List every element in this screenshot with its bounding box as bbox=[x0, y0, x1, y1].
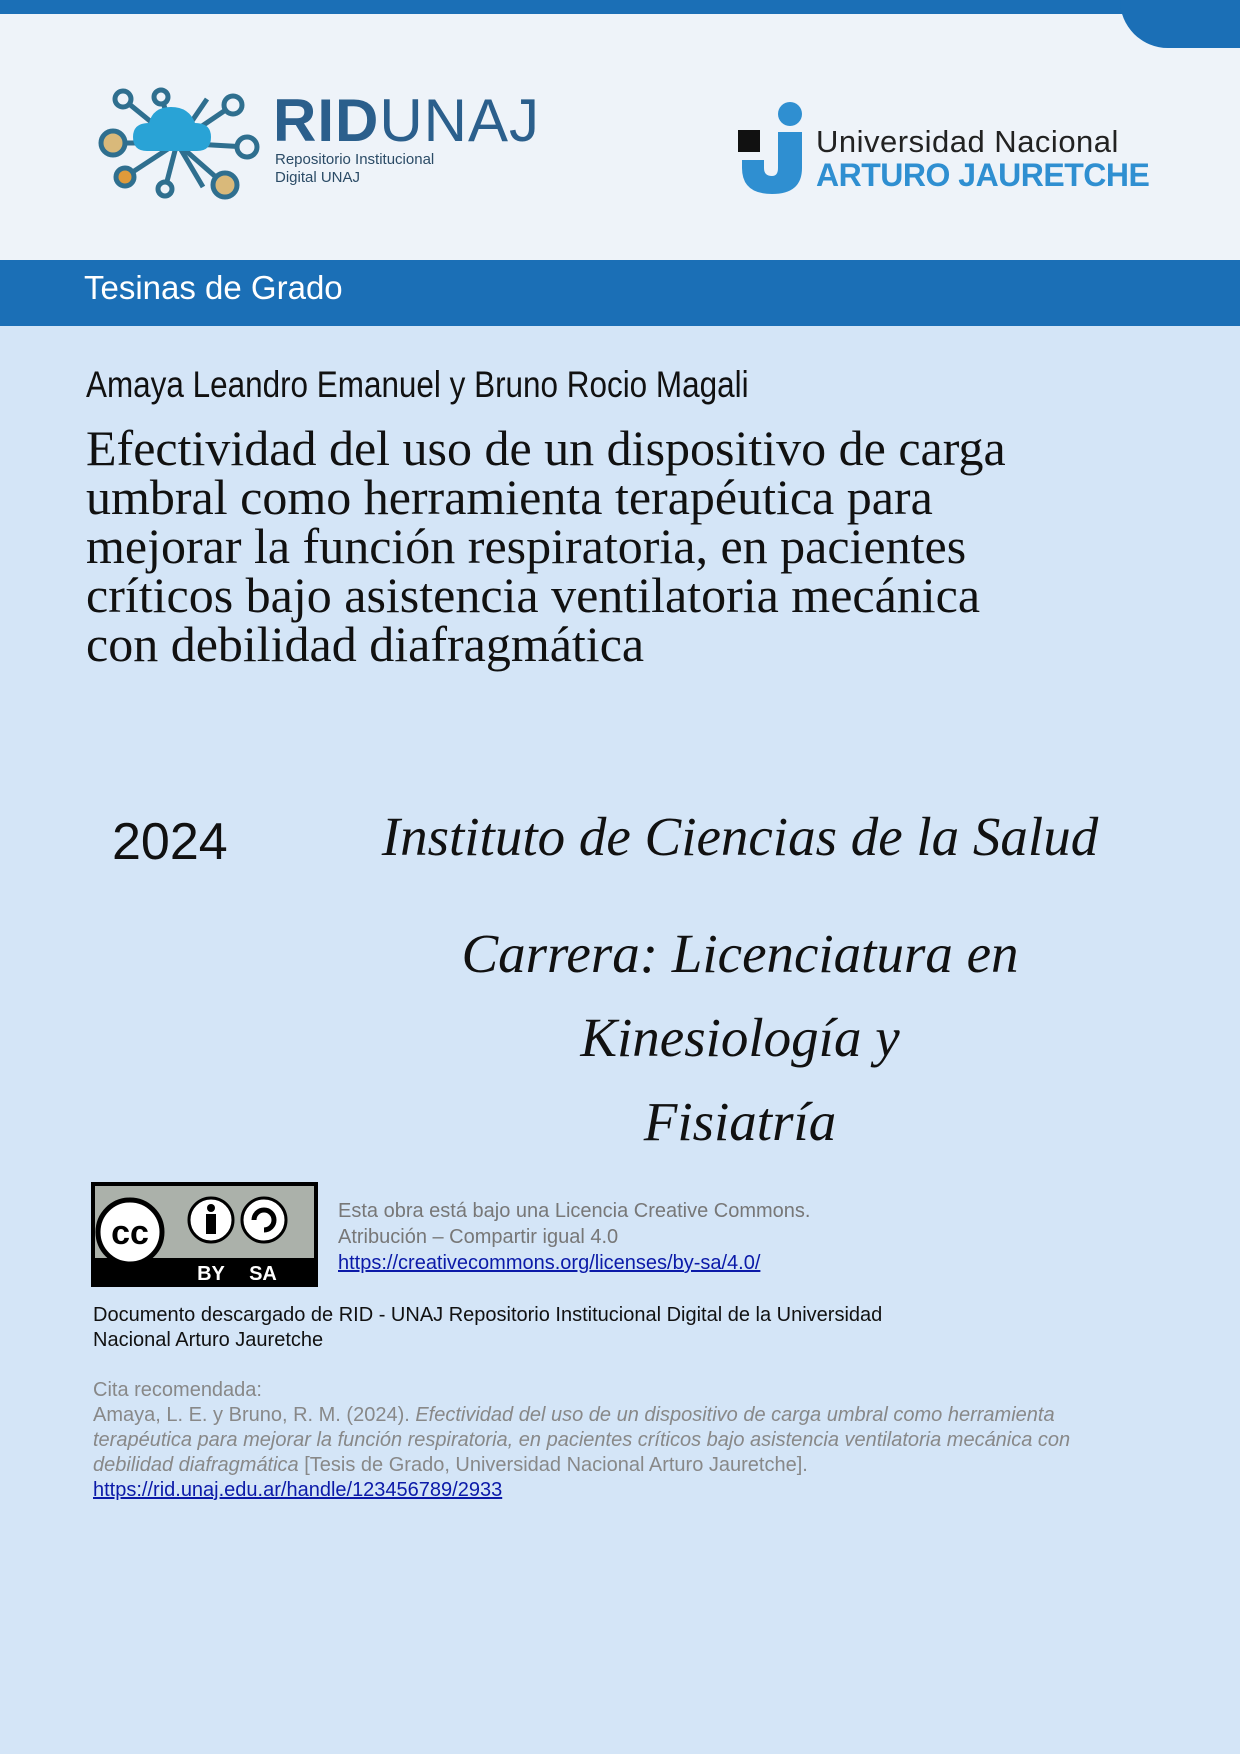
license-link[interactable]: https://creativecommons.org/licenses/by-sa/4.0/ bbox=[338, 1252, 761, 1274]
institute: Instituto de Ciencias de la Salud bbox=[381, 806, 1099, 867]
download-notice: Documento descargado de RID - UNAJ Repositorio Institucional Digital de la Universidad Nacional Arturo Jauretche bbox=[93, 1304, 883, 1351]
citation-link[interactable]: https://rid.unaj.edu.ar/handle/123456789/2933 bbox=[93, 1479, 503, 1501]
career: Carrera: Licenciatura en Kinesiología y Fisiatría bbox=[461, 923, 1019, 1152]
unaj-logo bbox=[738, 98, 1148, 200]
university-name-line2: ARTURO JAURETCHE bbox=[816, 157, 1150, 193]
license-text: Esta obra está bajo una Licencia Creative Commons. Atribución – Compartir igual 4.0 https://creativecommons.org/licenses/by-sa/4.0/ bbox=[338, 1200, 811, 1274]
citation-text: Amaya, L. E. y Bruno, R. M. (2024). Efectividad del uso de un dispositivo de carga umbral como herramienta terapéutica para mejorar la función respiratoria, en pacientes críticos bajo asistencia ventilatoria mecánica con debilidad diafragmática [Tesis de Grado, Universidad Nacional Arturo Jauretche]. bbox=[93, 1404, 1071, 1476]
network-cloud-icon bbox=[95, 85, 260, 205]
citation-heading: Cita recomendada: bbox=[93, 1379, 262, 1401]
unaj-j-mark-icon bbox=[738, 98, 806, 198]
cc-sa-label: SA bbox=[249, 1263, 277, 1285]
section-band-label: Tesinas de Grado bbox=[84, 269, 343, 306]
document-title: Efectividad del uso de un dispositivo de carga umbral como herramienta terapéutica para mejorar la función respiratoria, en pacientes críticos bajo asistencia ventilatoria mecánica con debilidad diafragmática bbox=[86, 420, 1006, 672]
rid-unaj-wordmark: RIDUNAJ bbox=[273, 87, 541, 154]
rid-unaj-logo bbox=[95, 85, 541, 207]
authors: Amaya Leandro Emanuel y Bruno Rocio Magali bbox=[86, 364, 749, 405]
cc-by-sa-badge-icon bbox=[91, 1182, 318, 1287]
cc-by-label: BY bbox=[197, 1263, 225, 1285]
rid-unaj-subtitle: Repositorio Institucional Digital UNAJ bbox=[275, 151, 435, 186]
university-name-line1: Universidad Nacional bbox=[816, 124, 1119, 159]
svg-text:cc: cc bbox=[111, 1214, 149, 1252]
top-accent-strip bbox=[0, 0, 1240, 14]
year: 2024 bbox=[112, 813, 228, 871]
citation-block bbox=[93, 1378, 1153, 1503]
